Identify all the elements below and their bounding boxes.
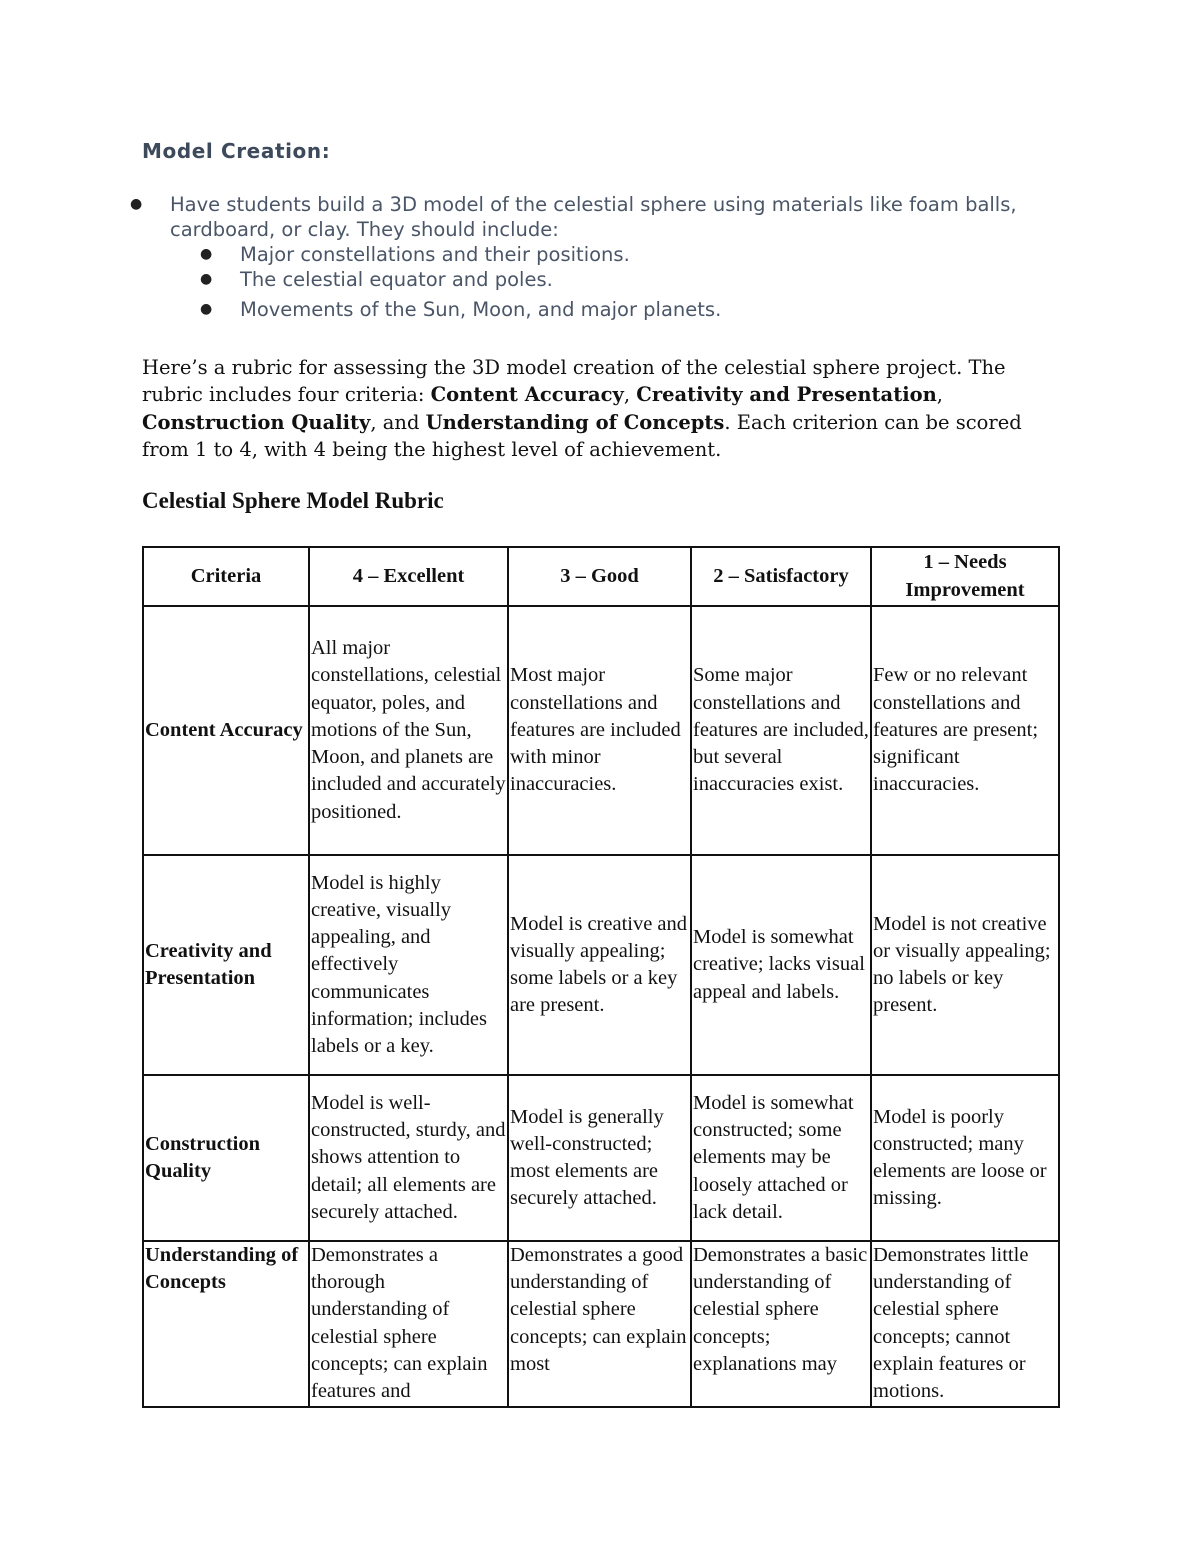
intro-separator: , bbox=[936, 383, 943, 407]
intro-text: Here’s a rubric for assessing the 3D model creation of the celestial sphere project. The rubric includes four criteria: bbox=[142, 356, 1006, 407]
needs-improvement-cell: Model is poorly constructed; many elements are loose or missing. bbox=[871, 1075, 1059, 1241]
satisfactory-cell: Model is somewhat creative; lacks visual appeal and labels. bbox=[691, 855, 871, 1075]
criterion-cell: Construction Quality bbox=[143, 1075, 309, 1241]
header-cell-excellent: 4 – Excellent bbox=[309, 547, 508, 606]
intro-criterion: Construction Quality bbox=[142, 410, 371, 434]
table-row bbox=[143, 855, 1059, 1075]
needs-improvement-cell: Model is not creative or visually appealing; no labels or key present. bbox=[871, 855, 1059, 1075]
table-header-row bbox=[143, 547, 1059, 606]
section-heading: Model Creation: bbox=[142, 139, 331, 163]
criterion-cell: Creativity and Presentation bbox=[143, 855, 309, 1075]
cell-text: Understanding of Concepts bbox=[145, 1244, 299, 1294]
intro-text: . Each criterion can be scored from 1 to 4, with 4 being the highest level of achievement. bbox=[142, 410, 1022, 461]
intro-separator: , and bbox=[370, 410, 426, 434]
good-cell bbox=[508, 1241, 691, 1407]
satisfactory-cell: Some major constellations and features are included, but several inaccuracies exist. bbox=[691, 606, 871, 855]
needs-improvement-cell bbox=[871, 1241, 1059, 1407]
excellent-cell: Model is well-constructed, sturdy, and shows attention to detail; all elements are securely attached. bbox=[309, 1075, 508, 1241]
bullet-icon: ● bbox=[200, 246, 213, 262]
intro-criterion: Understanding of Concepts bbox=[425, 410, 725, 434]
criterion-cell bbox=[143, 1241, 309, 1407]
bullet-text: Movements of the Sun, Moon, and major planets. bbox=[240, 298, 722, 321]
header-cell-criteria: Criteria bbox=[143, 547, 309, 606]
list-item bbox=[170, 242, 1070, 267]
bullet-icon: ● bbox=[200, 271, 213, 287]
cell-text: Demonstrates little understanding of celestial sphere concepts; cannot explain features or motions. bbox=[873, 1244, 1029, 1403]
header-cell-needs-improvement: 1 – Needs Improvement bbox=[871, 547, 1059, 606]
bullet-text: Major constellations and their positions. bbox=[240, 243, 630, 266]
rubric-title: Celestial Sphere Model Rubric bbox=[142, 488, 444, 513]
good-cell: Most major constellations and features are included with minor inaccuracies. bbox=[508, 606, 691, 855]
table-row bbox=[143, 1241, 1059, 1407]
bullet-list bbox=[130, 192, 1070, 322]
satisfactory-cell bbox=[691, 1241, 871, 1407]
bullet-text: Have students build a 3D model of the celestial sphere using materials like foam balls, cardboard, or clay. They should include: bbox=[170, 193, 1017, 241]
list-item bbox=[170, 267, 1070, 292]
header-cell-satisfactory: 2 – Satisfactory bbox=[691, 547, 871, 606]
excellent-cell: Model is highly creative, visually appealing, and effectively communicates information; includes labels or a key. bbox=[309, 855, 508, 1075]
good-cell: Model is generally well-constructed; most elements are securely attached. bbox=[508, 1075, 691, 1241]
table-row bbox=[143, 606, 1059, 855]
rubric-table bbox=[142, 546, 1060, 1408]
good-cell: Model is creative and visually appealing; some labels or a key are present. bbox=[508, 855, 691, 1075]
list-item bbox=[130, 192, 1070, 322]
cell-text: Demonstrates a thorough understanding of celestial sphere concepts; can explain features and bbox=[311, 1244, 488, 1403]
excellent-cell: All major constellations, celestial equator, poles, and motions of the Sun, Moon, and planets are included and accurately positioned. bbox=[309, 606, 508, 855]
intro-criterion: Creativity and Presentation bbox=[636, 383, 937, 407]
satisfactory-cell: Model is somewhat constructed; some elements may be loosely attached or lack detail. bbox=[691, 1075, 871, 1241]
intro-separator: , bbox=[623, 383, 637, 407]
table-row bbox=[143, 1075, 1059, 1241]
bullet-icon: ● bbox=[130, 196, 143, 212]
bullet-icon: ● bbox=[200, 301, 213, 317]
header-cell-good: 3 – Good bbox=[508, 547, 691, 606]
sub-bullet-list bbox=[170, 242, 1070, 322]
criterion-cell: Content Accuracy bbox=[143, 606, 309, 855]
cell-text: Demonstrates a basic understanding of celestial sphere concepts; explanations may bbox=[693, 1244, 868, 1375]
excellent-cell bbox=[309, 1241, 508, 1407]
cell-text: Demonstrates a good understanding of celestial sphere concepts; can explain most bbox=[510, 1244, 687, 1375]
list-item bbox=[170, 297, 1070, 322]
bullet-text: The celestial equator and poles. bbox=[240, 268, 553, 291]
intro-paragraph bbox=[142, 354, 1072, 463]
intro-criterion: Content Accuracy bbox=[430, 383, 624, 407]
needs-improvement-cell: Few or no relevant constellations and features are present; significant inaccuracies. bbox=[871, 606, 1059, 855]
